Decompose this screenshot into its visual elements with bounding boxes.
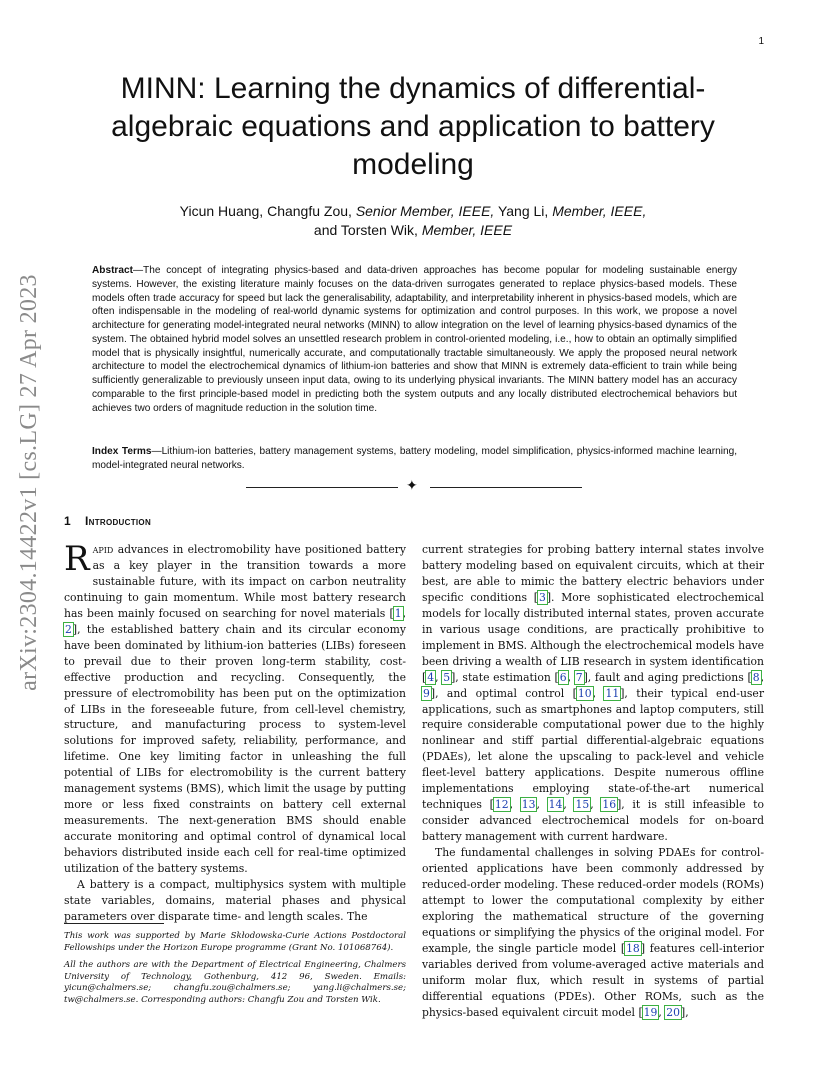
paragraph: A battery is a compact, multiphysics system with multiple state variables, domains, material phases and physical parameters over disparate time- and length scales. The [64,878,406,923]
footnote-rule [64,923,164,924]
author-names: and Torsten Wik, [313,222,422,238]
paper-title: MINN: Learning the dynamics of differential-algebraic equations and application to battery modeling [111,72,715,181]
citation-link[interactable]: 11 [605,686,620,700]
right-column [422,542,764,1021]
paragraph-text: ]. More sophisticated electrochemical models for locally distributed internal states, proven accurate in various usage conditions, are practically prohibitive to implement in BMS. Although the electrochemical models have been driving a wealth of LIB research in system identification [ [422,590,764,684]
paragraph [422,542,764,845]
abstract-text: —The concept of integrating physics-based and data-driven approaches has become popular for modeling sustainable energy systems. However, the existing literature mainly focuses on the data-driven surrogates generated to replace physics-based models. These models often trade accuracy for speed but lack the generalisability, adaptability, and interpretability inherent in physics-based models, which are often indispensable in the modeling of real-world dynamic systems for optimization and control purposes. In this work, we propose a novel architecture for generating model-integrated neural networks (MINN) to allow integration on the level of learning physics-based dynamics of the system. The obtained hybrid model solves an unsettled research problem in control-oriented modeling, i.e., how to obtain an optimally simplified model that is physically insightful, numerically accurate, and computationally tractable simultaneously. We apply the proposed neural network architecture to model the electrochemical dynamics of lithium-ion batteries and show that MINN is extremely data-efficient to train while being sufficiently generalizable to previously unseen input data, owing to its underlying physical invariants. The MINN battery model has an accuracy comparable to the first principle-based model in predicting both the system outputs and any locally distributed electrochemical behaviors but achieves two orders of magnitude reduction in the solution time. [92,265,737,414]
citation-link[interactable]: 12 [494,798,509,812]
footnotes [64,931,406,1013]
citation-separator: , [402,606,406,620]
paragraph-text: ], and optimal control [ [430,686,577,700]
citation-link[interactable]: 4 [427,670,435,684]
paragraph-text: ] features cell-interior variables derived from volume-averaged active materials and uniform molar flux, which result in systems of partial differential equations (PDEs). Other ROMs, such as the physics-based equivalent circuit model [ [422,941,765,1019]
author-names: Yicun Huang, Changfu Zou, [179,203,356,219]
citation-link[interactable]: 9 [423,686,430,700]
paragraph-text: ], the established battery chain and its circular economy have been dominated by lithium-ion batteries (LIBs) foreseen to prevail due to their proven long-term stability, cost-effective production and recycling. Consequently, the pressure of electromobility has been put on the optimization of LIBs in the foreseeable future, from cell-level chemistry, structure, and manufacturing process to system-level solutions for improved safety, reliability, performance, and lifetime. One key limiting factor in unleashing the full potential of LIBs for electromobility is the current battery management systems (BMS), which limit the usage by putting more or less fixed constraints on battery cell external measurements. The next-generation BMS should enable accurate monitoring and optimal control of dynamical local behaviors distributed inside each cell for real-time optimized utilization of the battery systems. [64,622,406,876]
paragraph-text: current strategies for probing battery internal states involve battery modeling based on equivalent circuits, which at their best, are able to mimic the battery electric behaviors under specific conditions [ [422,543,764,604]
paragraph [64,539,406,877]
citation-link[interactable]: 2 [65,622,72,636]
abstract-label: Abstract [92,265,133,276]
divider-line-right [430,487,582,488]
citation-separator: , [590,798,602,812]
index-terms-text: —Lithium-ion batteries, battery management systems, battery modeling, model simplification, physics-informed machine learning, model-integrated neural networks. [92,446,737,471]
citation-link[interactable]: 19 [643,1005,658,1019]
citation-link[interactable]: 18 [626,941,640,955]
citation-link[interactable]: 15 [575,798,590,812]
section-title: Introduction [84,514,152,528]
citation-separator: , [567,670,575,684]
citation-link[interactable]: 20 [666,1005,681,1019]
abstract [92,264,737,415]
citation-link[interactable]: 14 [548,798,563,812]
section-number: 1 [64,514,71,528]
author-names: Yang Li, [494,203,553,219]
arxiv-identifier[interactable] [6,273,52,691]
paragraph-text: The fundamental challenges in solving PDAEs for control-oriented applications have been commonly addressed by reduced-order modeling. These reduced-order models (ROMs) attempt to lower the computational complexity by either exploring the mathematical structure of the governing equations or simplifying the physics of the original model. For example, the single particle model [ [422,846,764,955]
author-role: Member, IEEE, [552,203,647,219]
author-role: Member, IEEE [421,222,513,238]
citation-separator: , [509,798,521,812]
arxiv-identifier-text: arXiv:2304.14422v1 [cs.LG] 27 Apr 2023 [15,273,42,691]
divider-ornament-icon: ✦ [406,478,418,494]
citation-link[interactable]: 3 [538,590,546,604]
paragraph [422,845,764,1020]
footnote-affiliations: All the authors are with the Department of Electrical Engineering, Chalmers University of Technology, Gothenburg, 412 96, Sweden. Emails: yicun@chalmers.se; changfu.zou@chalmers.se; yang.li@chalmers.se; tw@chalmers.se. Corresponding authors: Changfu Zou and Torsten Wik. [64,960,406,1005]
page-number: 1 [758,36,764,47]
paragraph-text: ], state estimation [ [451,670,559,684]
paragraph-text: advances in electromobility have positioned battery as a key player in the transition towards a more sustainable future, with its impact on carbon neutrality continuing to gain momentum. While most battery research has been mainly focused on searching for novel materials [ [64,543,406,620]
citation-link[interactable]: 16 [602,798,617,812]
divider-line-left [246,487,398,488]
citation-link[interactable]: 1 [394,606,402,620]
drop-cap: R [64,539,90,579]
paragraph-text: ], their typical end-user applications, such as smartphones and laptop computers, still require considerable computational power due to the highly nonlinear and stiff partial differential-algebraic equations (PDAEs), let alone the upscaling to pack-level and vehicle fleet-level battery applications. Despite numerous offline implementations employing state-of-the-art numerical techniques [ [422,686,764,812]
author-list [60,202,766,240]
index-terms [92,445,737,473]
citation-separator: , [592,686,605,700]
paragraph-text: ], it is still infeasible to consider advanced electrochemical models for on-board battery management with current hardware. [422,798,764,844]
citation-separator: , [435,670,443,684]
citation-separator: , [760,670,764,684]
citation-separator: , [536,798,548,812]
paragraph-text: ], [681,1005,689,1019]
left-column [64,539,406,925]
citation-separator: , [658,1005,666,1019]
citation-link[interactable]: 8 [752,670,760,684]
paragraph-text: ], fault and aging predictions [ [583,670,752,684]
citation-link[interactable]: 7 [575,670,583,684]
citation-separator: , [563,798,575,812]
citation-link[interactable]: 5 [443,670,451,684]
footnote-funding: This work was supported by Marie Skłodowska-Curie Actions Postdoctoral Fellowships under the Horizon Europe programme (Grant No. 101068764). [64,931,406,953]
citation-link[interactable]: 6 [559,670,567,684]
lead-word: apid [92,543,114,556]
citation-link[interactable]: 13 [521,798,536,812]
section-heading [64,514,151,528]
index-terms-label: Index Terms [92,446,152,457]
author-role: Senior Member, IEEE, [355,203,495,219]
section-divider [246,478,582,495]
citation-link[interactable]: 10 [577,686,592,700]
